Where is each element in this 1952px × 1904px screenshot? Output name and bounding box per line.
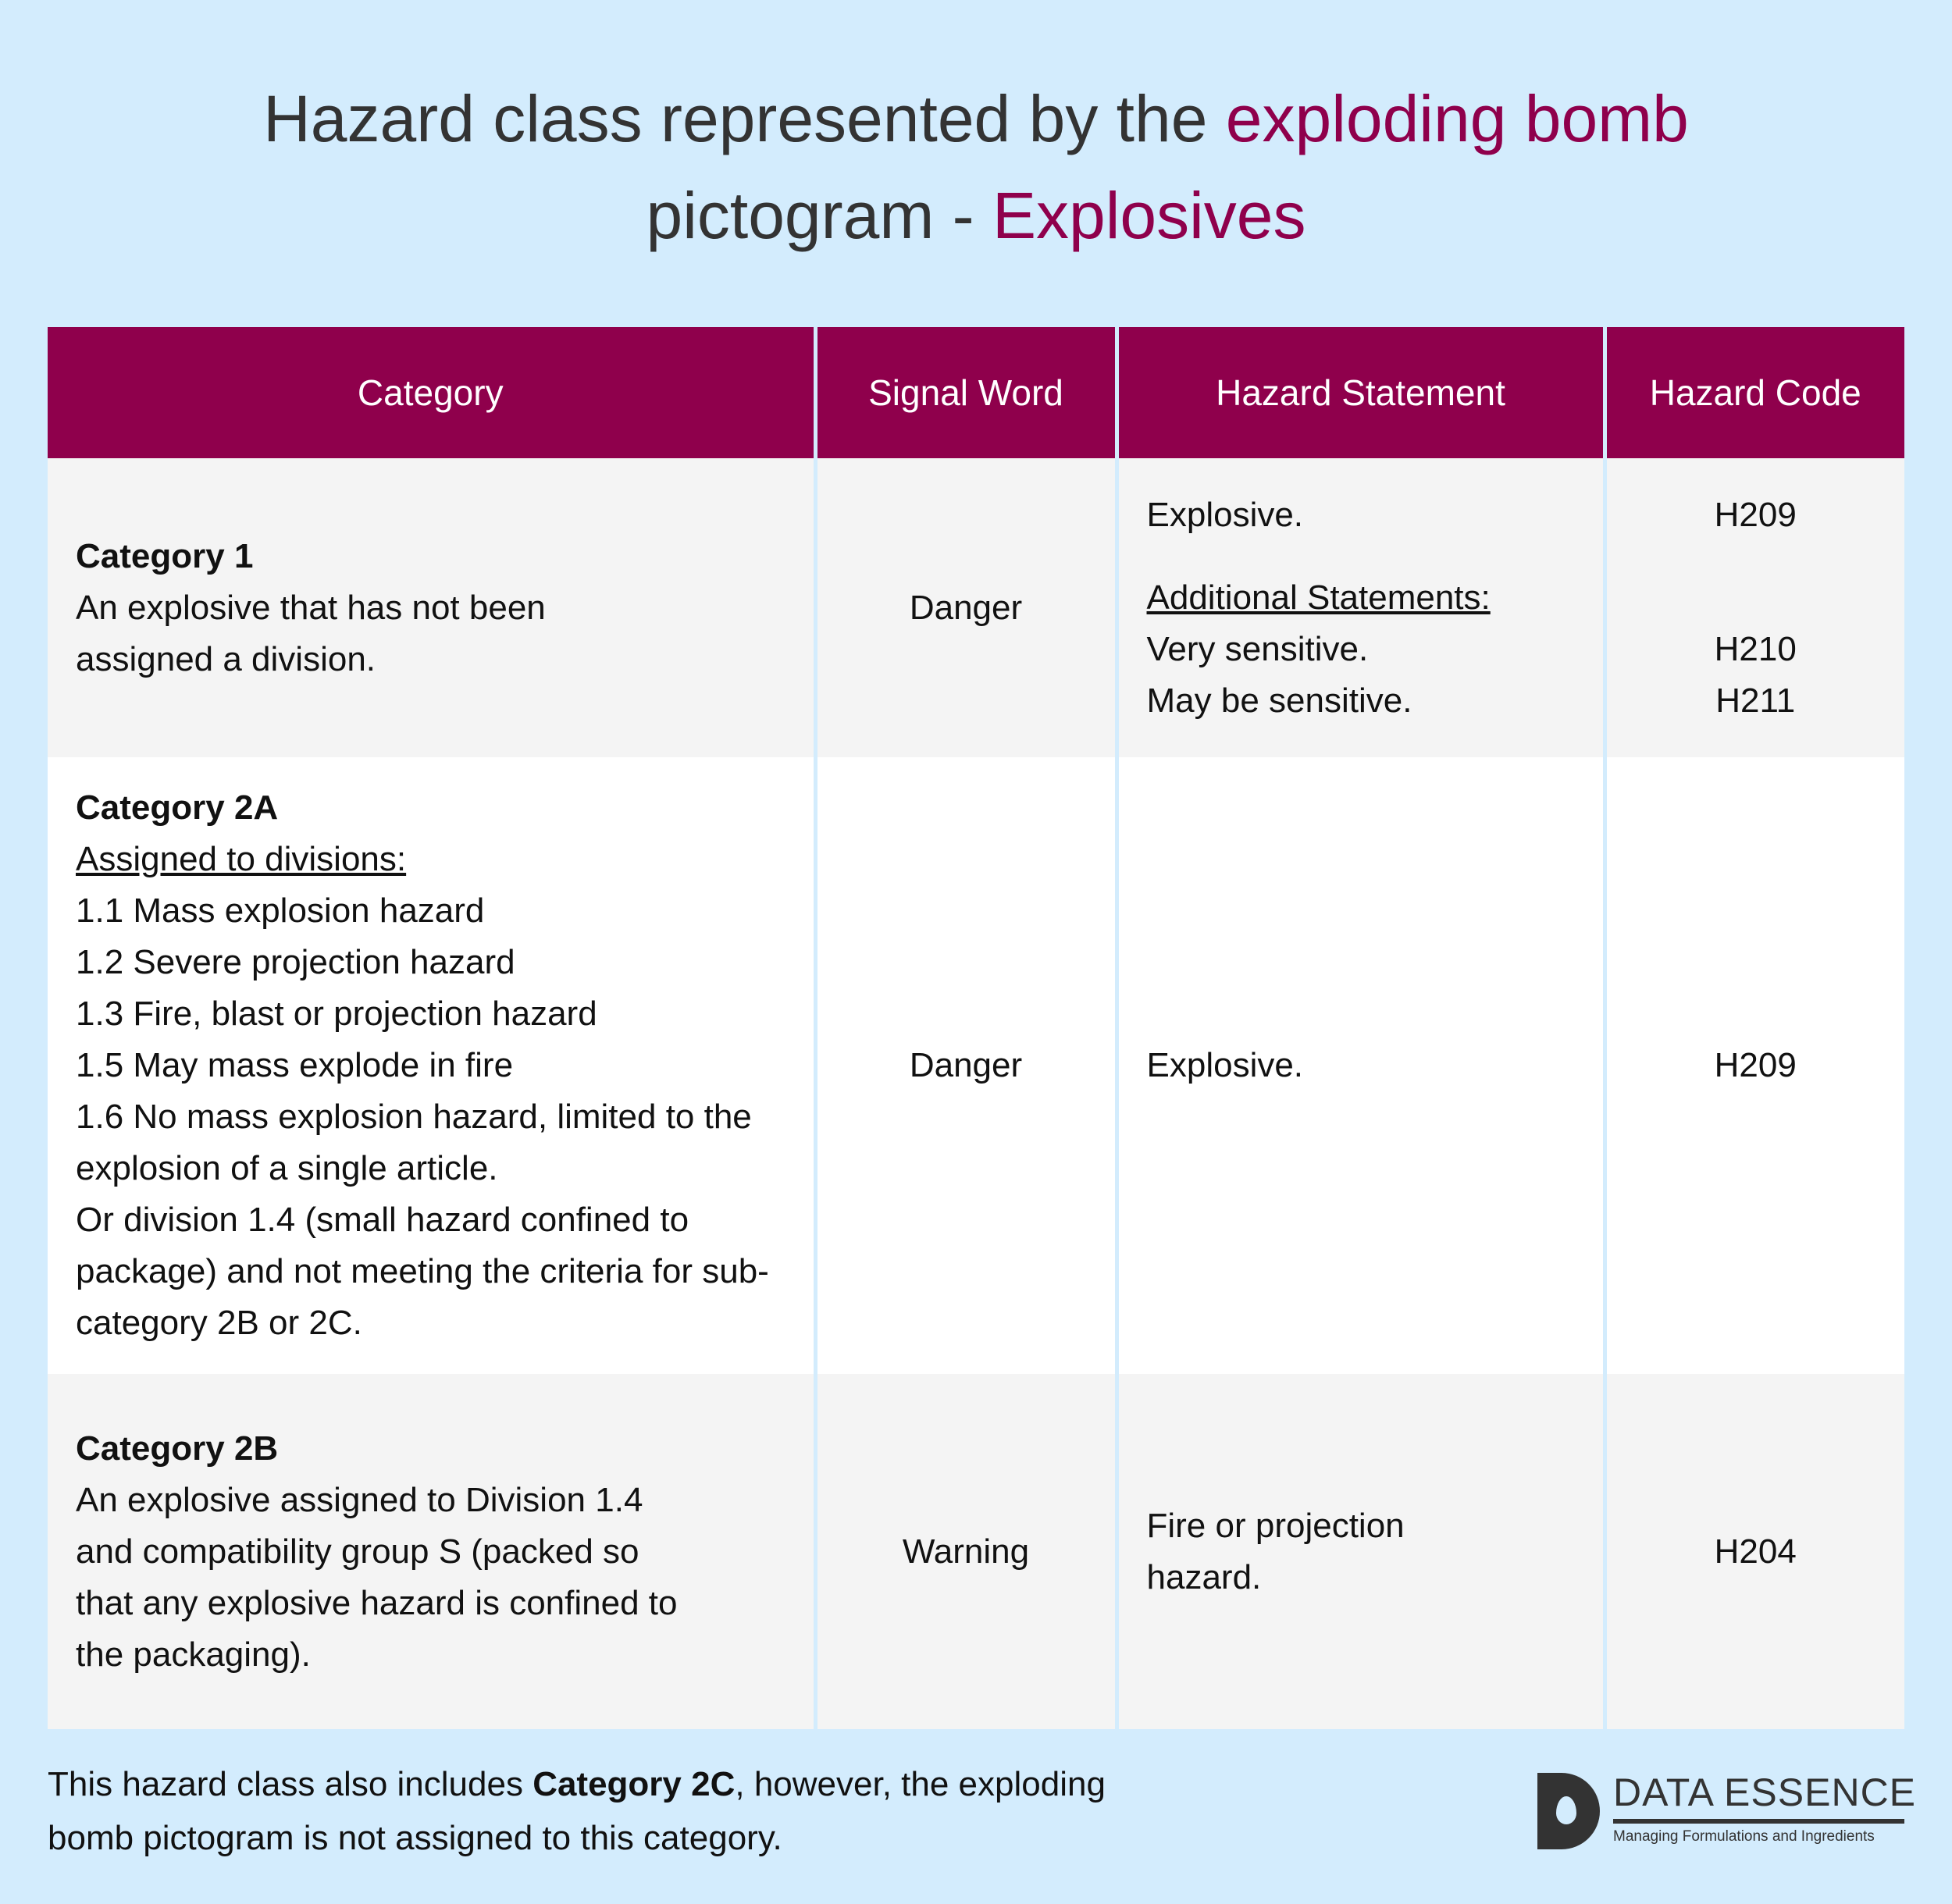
header-hazard-code: Hazard Code <box>1605 327 1904 458</box>
division-line: 1.5 May mass explode in fire <box>76 1046 514 1084</box>
hazard-code: H209 <box>1714 495 1797 534</box>
statement-text: Very sensitive. <box>1146 629 1369 668</box>
title-highlight: exploding bomb <box>1225 82 1689 155</box>
table-row <box>48 757 1904 1374</box>
code-cell: H204 <box>1605 1374 1904 1729</box>
code-cell <box>1605 458 1904 757</box>
division-line: 1.6 No mass explosion hazard, limited to the explosion of a single article. <box>76 1098 752 1187</box>
statement-cell <box>1117 458 1605 757</box>
statement-cell <box>1117 1374 1605 1729</box>
bottom-bar <box>48 1757 1917 1865</box>
hazard-code: H210 <box>1714 629 1797 668</box>
category-cell <box>48 458 815 757</box>
signal-word-cell: Danger <box>815 458 1117 757</box>
signal-word-cell: Danger <box>815 757 1117 1374</box>
logo-tagline: Managing Formulations and Ingredients <box>1613 1827 1875 1845</box>
drop-icon <box>1556 1796 1576 1824</box>
footer-text: , however, the exploding bomb pictogram is not assigned to this category. <box>48 1765 1106 1857</box>
signal-word-cell: Warning <box>815 1374 1117 1729</box>
header-category: Category <box>48 327 815 458</box>
table-row <box>48 1374 1904 1729</box>
logo-d-icon <box>1537 1773 1600 1849</box>
table-header-row <box>48 327 1904 458</box>
category-title: Category 2B <box>76 1429 279 1468</box>
code-cell: H209 <box>1605 757 1904 1374</box>
statement-text: Explosive. <box>1146 495 1304 534</box>
category-text: An explosive that has not been assigned a division. <box>76 588 546 678</box>
statement-text: May be sensitive. <box>1146 681 1412 720</box>
category-cell <box>48 1374 815 1729</box>
statement-cell: Explosive. <box>1117 757 1605 1374</box>
category-cell <box>48 757 815 1374</box>
category-text: An explosive assigned to Division 1.4 and compatibility group S (packed so that any explosive hazard is confined to the packaging). <box>76 1480 678 1674</box>
footer-text: This hazard class also includes <box>48 1765 533 1803</box>
table-row <box>48 458 1904 757</box>
hazard-code: H211 <box>1715 681 1796 720</box>
logo-name: DATA ESSENCE <box>1613 1770 1917 1814</box>
division-line: 1.3 Fire, blast or projection hazard <box>76 995 597 1033</box>
logo-divider <box>1613 1819 1904 1824</box>
division-line: 1.2 Severe projection hazard <box>76 943 515 981</box>
title-text: pictogram - <box>646 179 992 252</box>
category-title: Category 1 <box>76 536 254 575</box>
header-signal-word: Signal Word <box>815 327 1117 458</box>
logo <box>1537 1770 1917 1852</box>
category-subtitle: Assigned to divisions: <box>76 840 407 878</box>
additional-label: Additional Statements: <box>1146 578 1491 617</box>
page-title <box>48 70 1904 264</box>
title-text: Hazard class represented by the <box>263 82 1226 155</box>
category-title: Category 2A <box>76 788 279 827</box>
header-hazard-statement: Hazard Statement <box>1117 327 1605 458</box>
division-line: Or division 1.4 (small hazard confined to package) and not meeting the criteria for sub-category 2B or 2C. <box>76 1201 769 1342</box>
footer-bold: Category 2C <box>533 1765 736 1803</box>
title-highlight: Explosives <box>992 179 1306 252</box>
division-line: 1.1 Mass explosion hazard <box>76 891 485 930</box>
footer-note <box>48 1757 1180 1865</box>
hazard-table <box>48 327 1904 1729</box>
statement-text: Fire or projection hazard. <box>1146 1506 1405 1596</box>
